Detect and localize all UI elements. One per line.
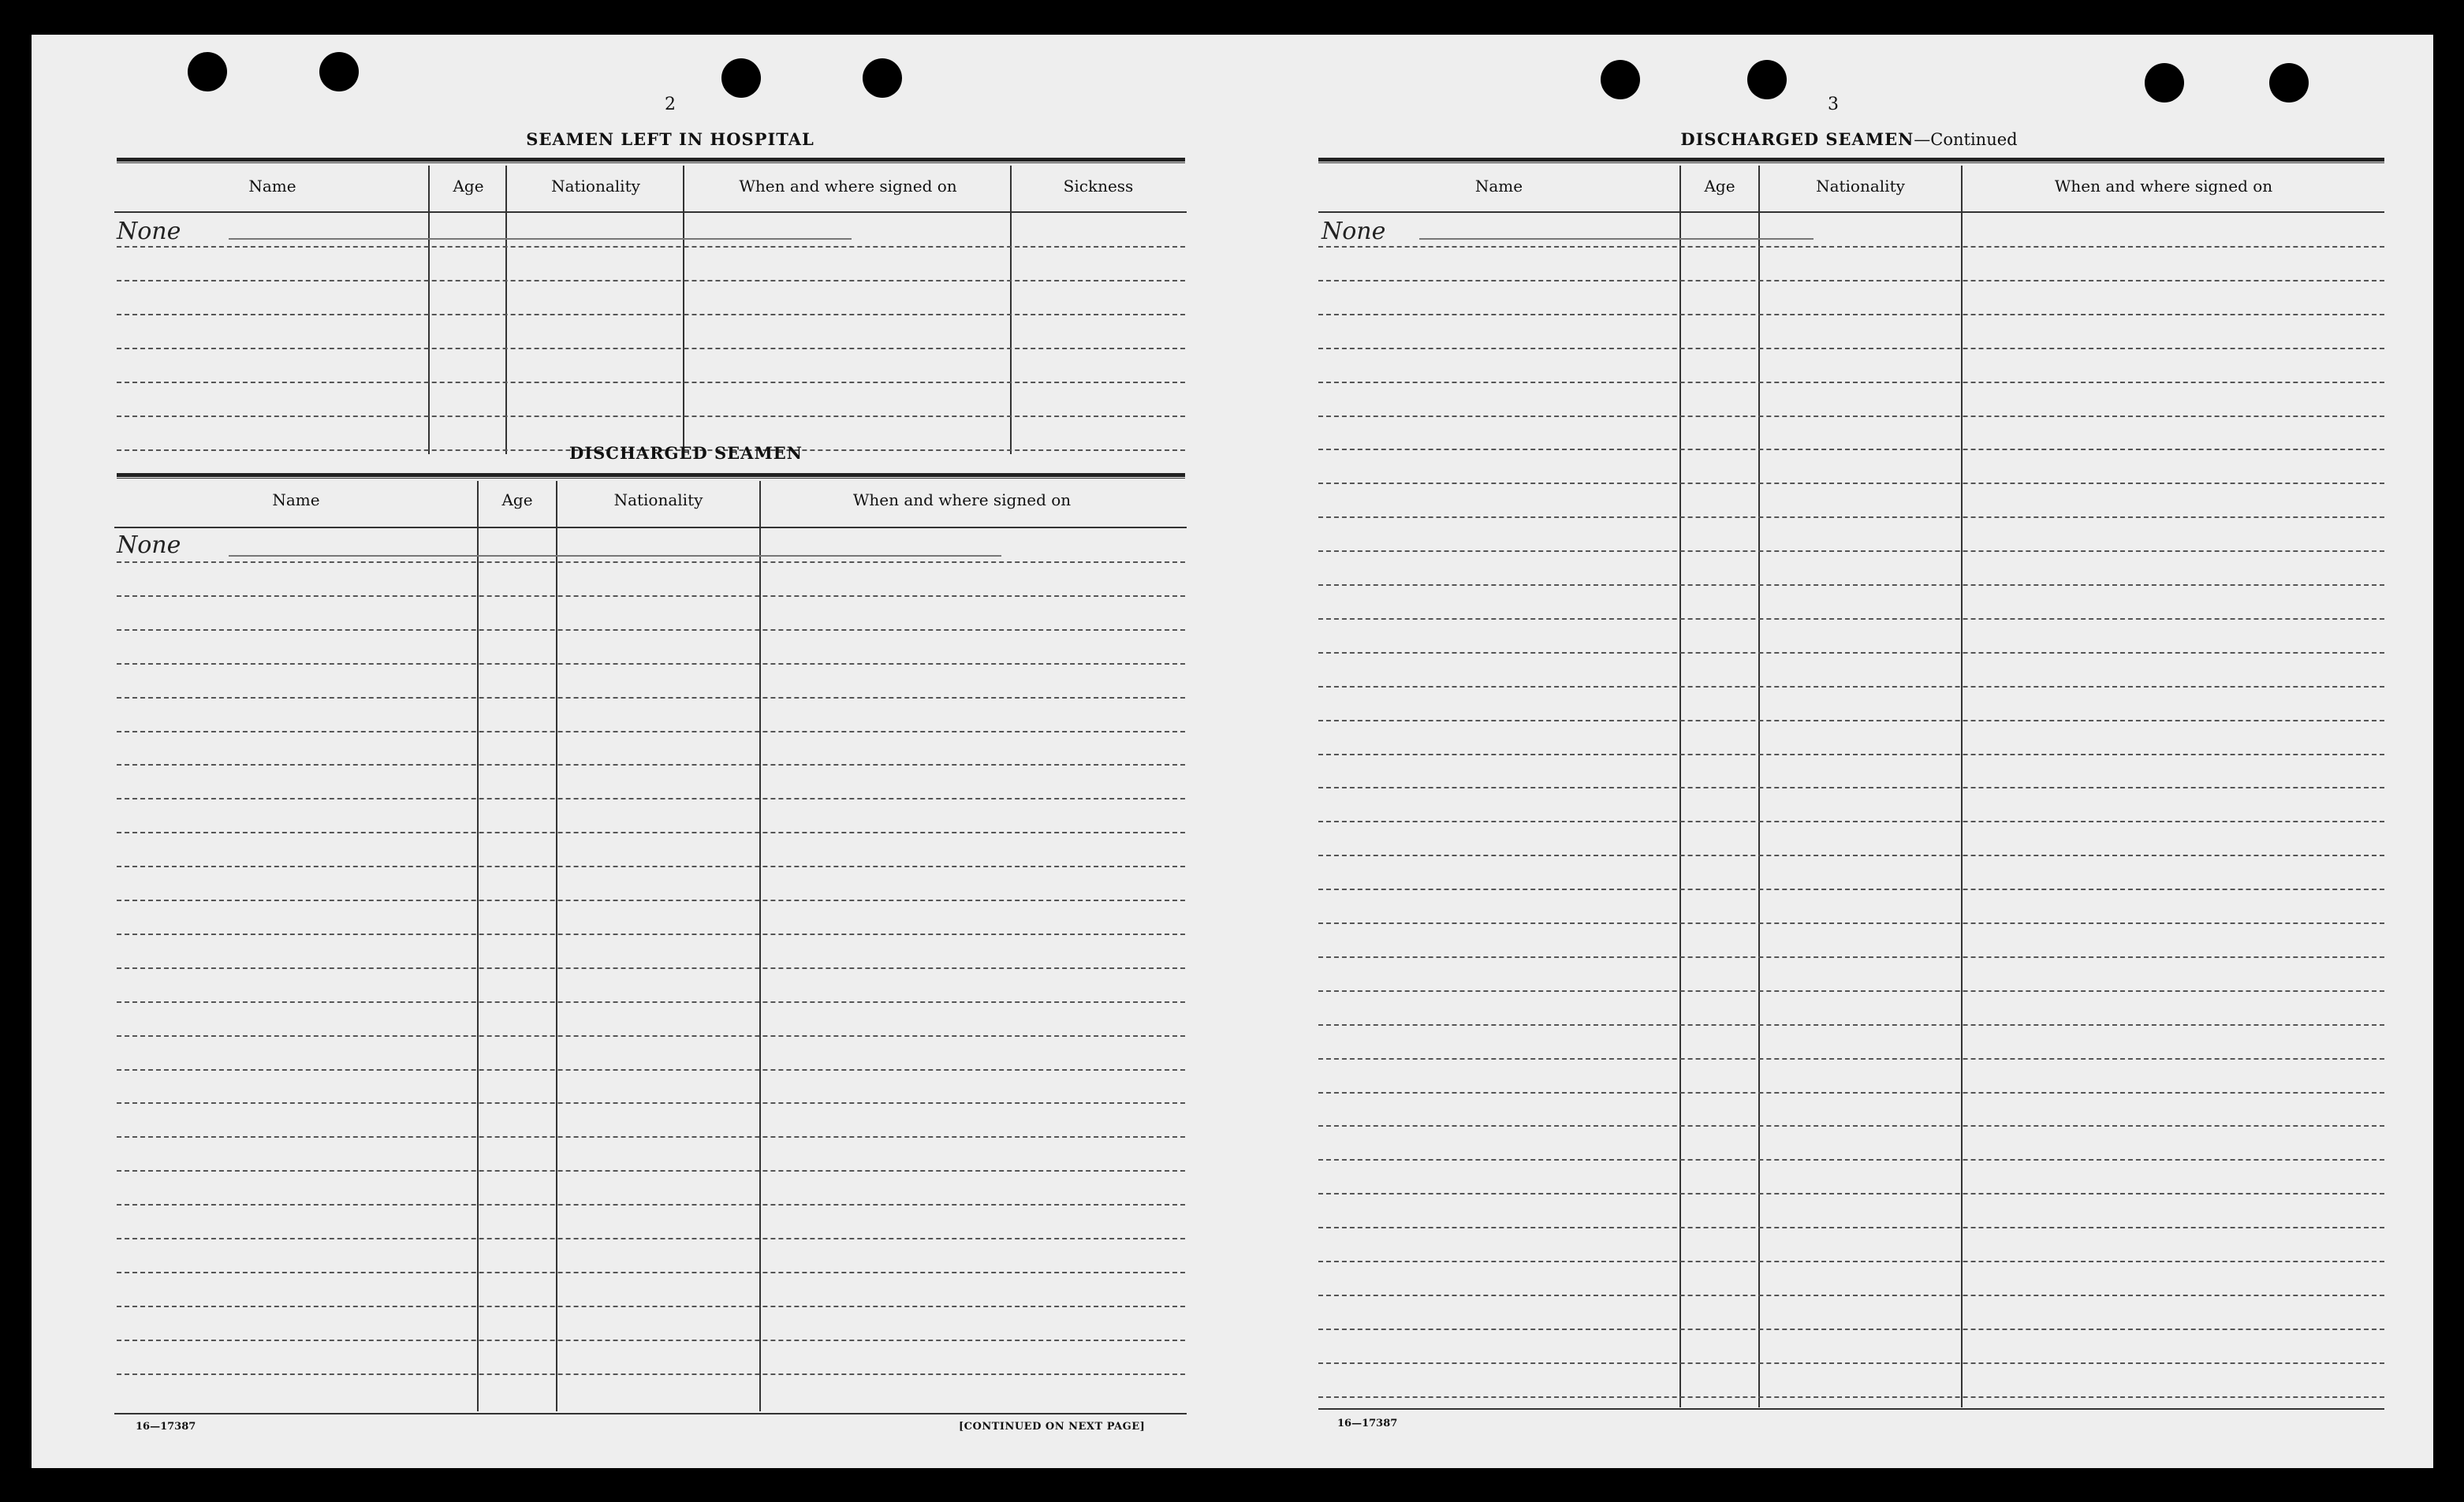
entry-row-line [1318, 889, 2384, 890]
hospital-divider [505, 166, 507, 454]
right-entry-handwritten: None [1321, 218, 1386, 245]
entry-row-line [1318, 1058, 2384, 1060]
entry-row-line [117, 1238, 1185, 1239]
entry-row-line [117, 1035, 1185, 1037]
right-col-signed-on: When and where signed on [2054, 177, 2273, 196]
entry-row-line [1318, 652, 2384, 654]
entry-row-line [1318, 416, 2384, 417]
entry-row-line [1318, 1396, 2384, 1398]
hospital-entry-strike [229, 238, 852, 240]
entry-row-line [117, 246, 1185, 248]
entry-row-line [117, 1136, 1185, 1138]
discharged-header-rule [114, 527, 1187, 528]
entry-row-line [1318, 956, 2384, 958]
entry-row-line [1318, 280, 2384, 281]
hospital-col-nationality: Nationality [551, 177, 640, 196]
entry-row-line [1318, 584, 2384, 586]
punch-hole [2269, 63, 2309, 102]
entry-row-line [1318, 1329, 2384, 1330]
punch-hole [1601, 60, 1640, 99]
entry-row-line [1318, 246, 2384, 248]
hospital-section-title: SEAMEN LEFT IN HOSPITAL [526, 129, 814, 149]
hospital-top-rule [117, 158, 1185, 162]
discharged-col-signed-on: When and where signed on [852, 490, 1072, 509]
entry-row-line [117, 314, 1185, 315]
entry-row-line [1318, 382, 2384, 383]
discharged-entry-handwritten: None [117, 531, 181, 559]
discharged-col-nationality: Nationality [613, 490, 703, 509]
discharged-top-rule [117, 473, 1185, 477]
entry-row-line [1318, 922, 2384, 924]
discharged-bottom-rule [114, 1413, 1187, 1414]
entry-row-line [1318, 855, 2384, 856]
entry-row-line [117, 595, 1185, 597]
right-col-nationality: Nationality [1816, 177, 1905, 196]
entry-row-line [117, 764, 1185, 766]
punch-hole [721, 58, 761, 98]
form-number: 16—17387 [136, 1421, 196, 1433]
discharged-col-age: Age [501, 490, 533, 509]
entry-row-line [117, 1170, 1185, 1172]
entry-row-line [1318, 1193, 2384, 1195]
document-sheet [32, 35, 2433, 1468]
entry-row-line [117, 798, 1185, 799]
entry-row-line [1318, 550, 2384, 552]
entry-row-line [117, 731, 1185, 732]
punch-hole [319, 52, 359, 91]
entry-row-line [117, 280, 1185, 281]
right-col-age: Age [1704, 177, 1735, 196]
entry-row-line [1318, 1227, 2384, 1228]
entry-row-line [117, 832, 1185, 833]
discharged-entry-strike [229, 555, 1001, 557]
entry-row-line [117, 629, 1185, 631]
entry-row-line [1318, 483, 2384, 484]
right-header-rule [1318, 211, 2384, 213]
entry-row-line [1318, 990, 2384, 992]
hospital-col-signed-on: When and where signed on [739, 177, 957, 196]
discharged-continued-title-main: DISCHARGED SEAMEN [1680, 129, 1914, 149]
entry-row-line [117, 1102, 1185, 1104]
hospital-header-rule [114, 211, 1187, 213]
entry-row-line [117, 1373, 1185, 1375]
entry-row-line [117, 697, 1185, 699]
entry-row-line [1318, 1159, 2384, 1161]
punch-hole [863, 58, 902, 98]
entry-row-line [1318, 1024, 2384, 1026]
entry-row-line [117, 1306, 1185, 1307]
entry-row-line [117, 1001, 1185, 1003]
entry-row-line [117, 1272, 1185, 1273]
entry-row-line [1318, 1125, 2384, 1127]
entry-row-line [1318, 1261, 2384, 1262]
hospital-col-age: Age [453, 177, 484, 196]
hospital-col-name: Name [248, 177, 296, 196]
entry-row-line [1318, 348, 2384, 349]
hospital-divider [428, 166, 430, 454]
entry-row-line [1318, 618, 2384, 620]
entry-row-line [1318, 449, 2384, 450]
entry-row-line [117, 934, 1185, 935]
discharged-col-name: Name [272, 490, 320, 509]
entry-row-line [117, 663, 1185, 665]
entry-row-line [117, 967, 1185, 969]
entry-row-line [1318, 686, 2384, 688]
right-bottom-rule [1318, 1408, 2384, 1410]
right-entry-strike [1419, 238, 1814, 240]
page-number: 2 [665, 95, 676, 114]
entry-row-line [1318, 821, 2384, 822]
discharged-continued-title-suffix: —Continued [1914, 130, 2018, 149]
entry-row-line [1318, 516, 2384, 518]
entry-row-line [1318, 1092, 2384, 1094]
form-number: 16—17387 [1337, 1418, 1398, 1429]
hospital-divider [683, 166, 684, 454]
entry-row-line [117, 1069, 1185, 1071]
entry-row-line [1318, 754, 2384, 755]
entry-row-line [1318, 720, 2384, 721]
punch-hole [1747, 60, 1787, 99]
entry-row-line [1318, 314, 2384, 315]
punch-hole [2145, 63, 2184, 102]
entry-row-line [1318, 1295, 2384, 1296]
hospital-col-sickness: Sickness [1063, 177, 1134, 196]
entry-row-line [117, 416, 1185, 417]
hospital-divider [1010, 166, 1012, 454]
entry-row-line [117, 1204, 1185, 1206]
punch-hole [188, 52, 227, 91]
entry-row-line [117, 348, 1185, 349]
continued-note: [CONTINUED ON NEXT PAGE] [959, 1421, 1146, 1433]
entry-row-line [117, 1340, 1185, 1341]
entry-row-line [1318, 787, 2384, 788]
page-number: 3 [1828, 95, 1839, 114]
entry-row-line [117, 866, 1185, 867]
right-top-rule [1318, 158, 2384, 162]
entry-row-line [1318, 1362, 2384, 1364]
entry-row-line [117, 382, 1185, 383]
right-col-name: Name [1474, 177, 1523, 196]
entry-row-line [117, 561, 1185, 563]
discharged-continued-title [1435, 129, 2263, 149]
hospital-entry-handwritten: None [117, 218, 181, 245]
entry-row-line [117, 900, 1185, 901]
discharged-section-title: DISCHARGED SEAMEN [569, 443, 803, 463]
